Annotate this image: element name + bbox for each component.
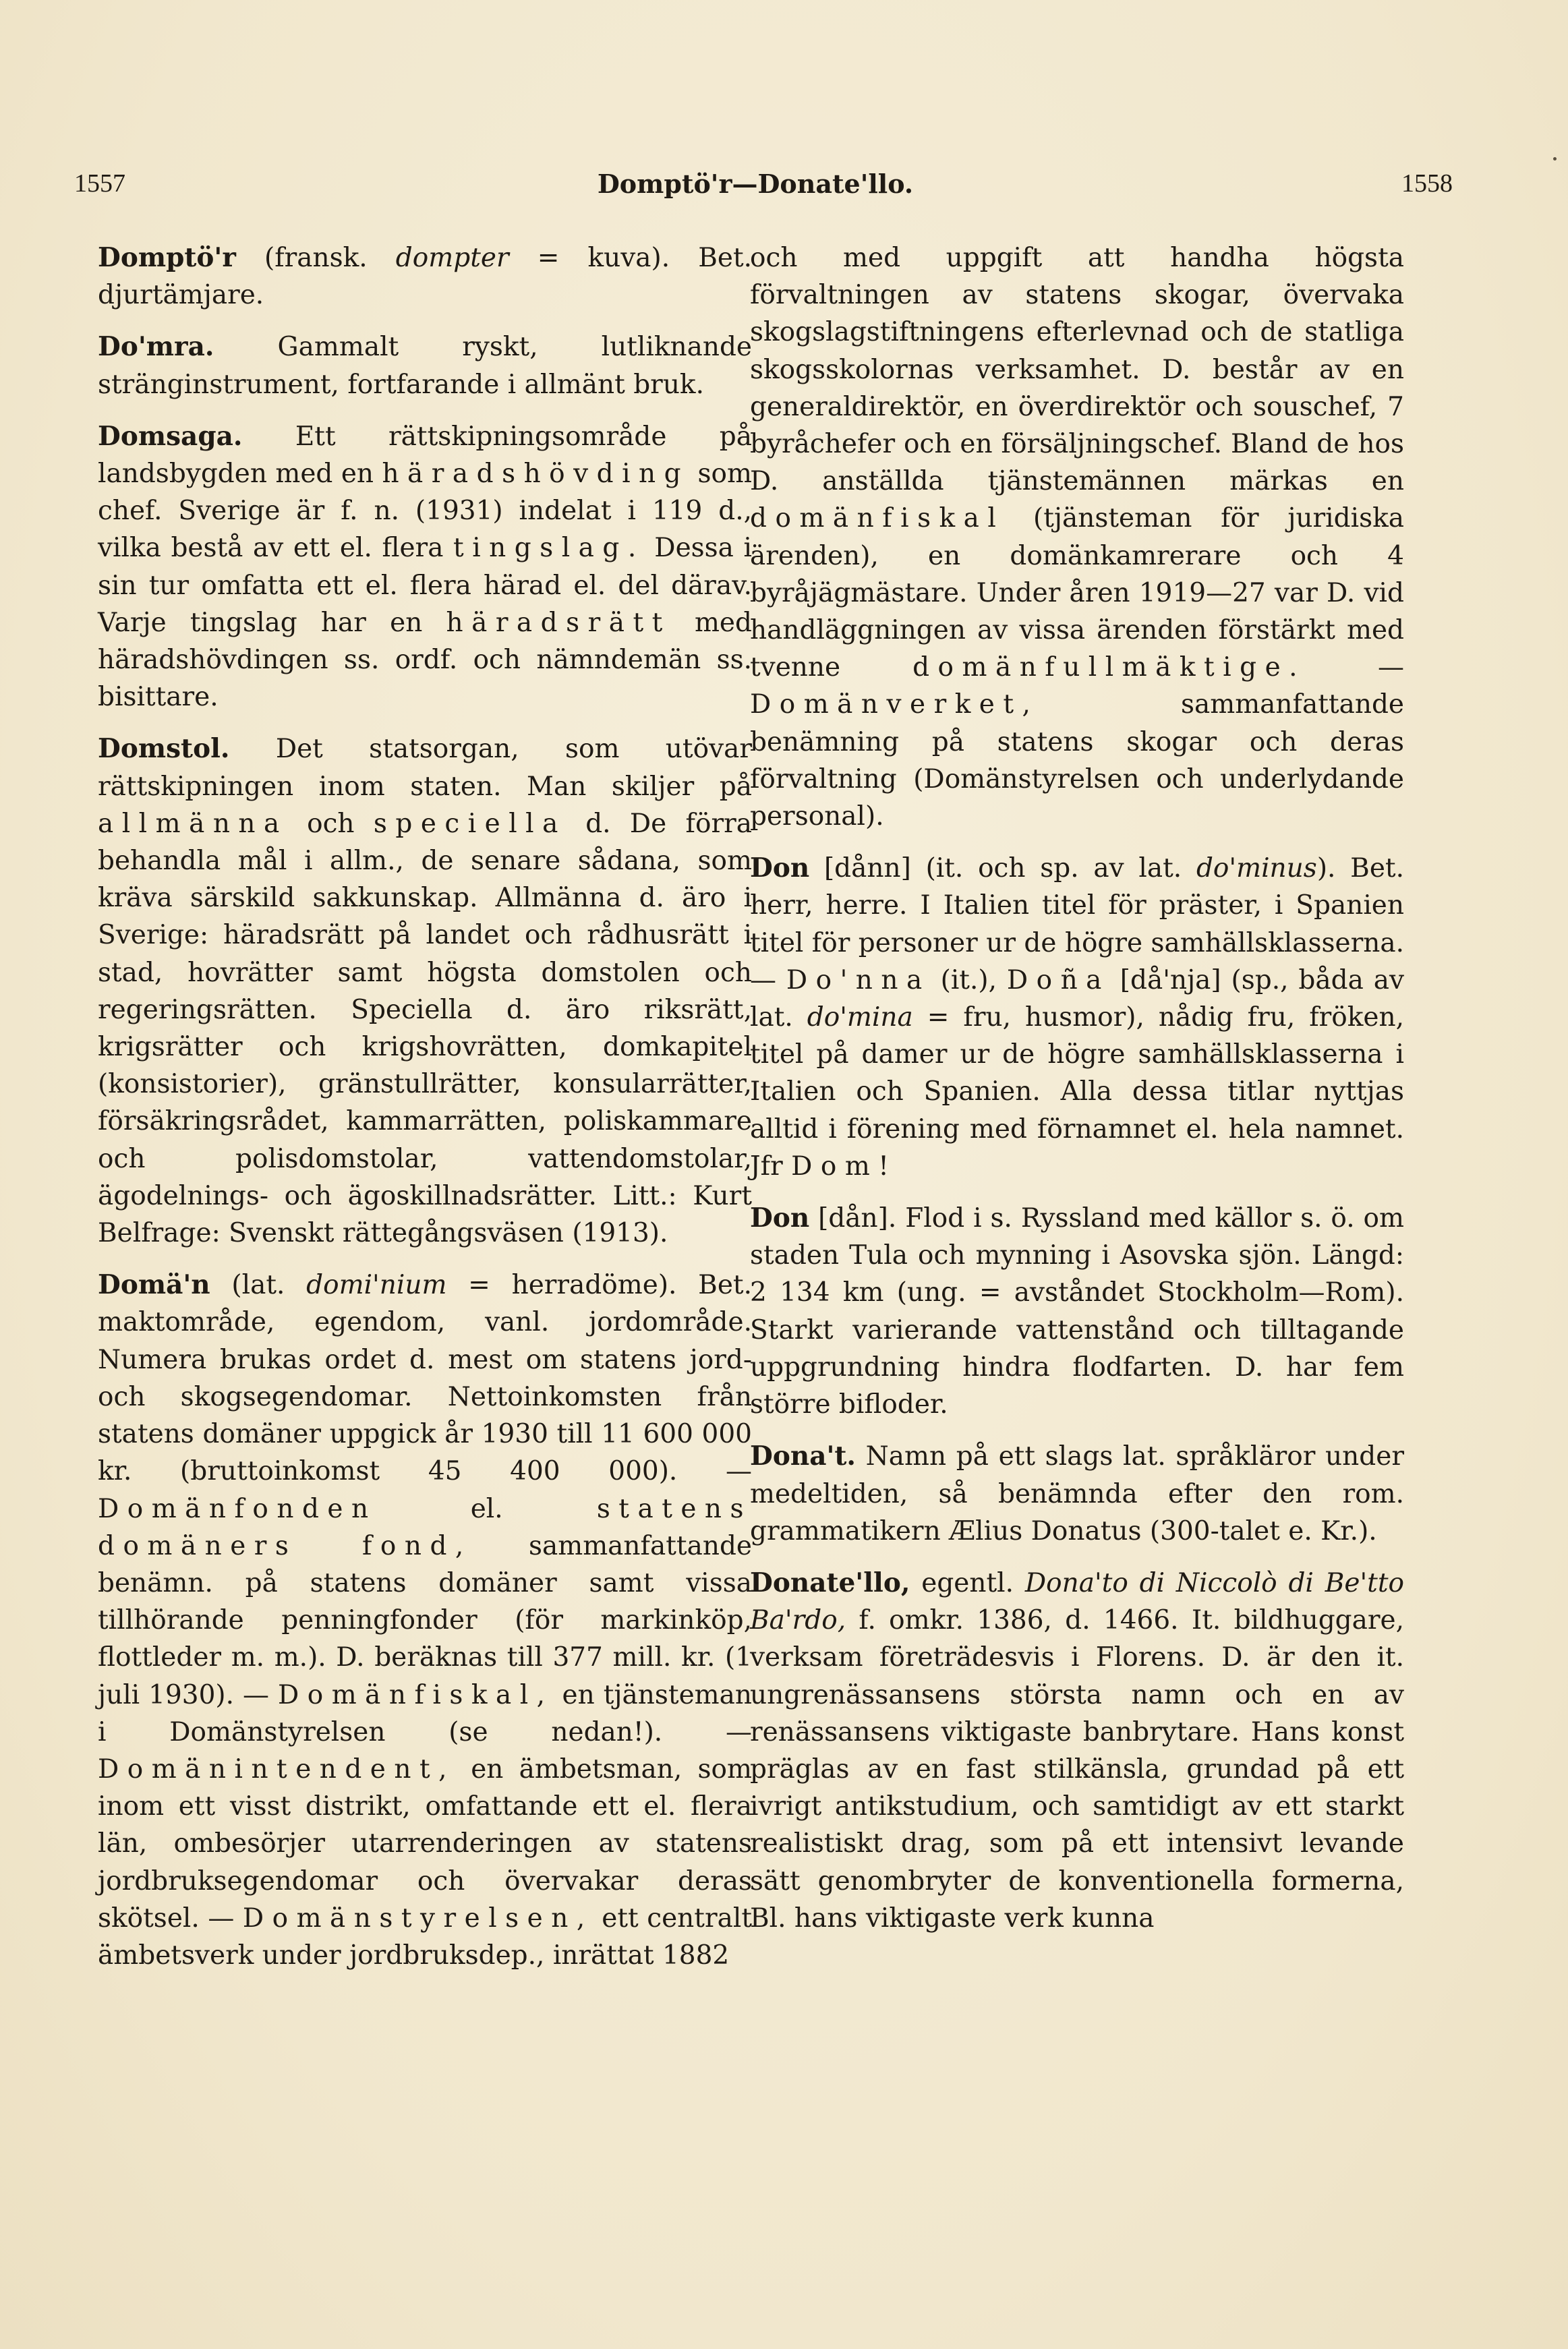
entry-doman-continued: och med uppgift att handha högsta förvaltningen av statens skogar, övervaka skogslagstiftningens efterlevnad och de statliga skogsskolornas verksamhet. D. består av en generaldirektör, en överdirektör och souschef, 7 byråchefer och en försäljningschef. Bland de hos D. anställda tjänstemännen märkas en domänfiskal (tjänsteman för juridiska ärenden), en domänkamrerare och 4 byråjägmästare. Under åren 1919—27 var D. vid handläggningen av vissa ärenden förstärkt med tvenne domänfullmäktige. — Domänverket, sammanfattande benämning på statens skogar och deras förvaltning (Domänstyrelsen och underlydande personal). [750,243,1404,832]
entry-doman: Domä'n (lat. domi'nium = herradöme). Bet. maktområde, egendom, vanl. jordområde. Numera brukas ordet d. mest om statens jord- och skogsegendomar. Nettoinkomsten från statens domäner uppgick år 1930 till 11 600 000 kr. (bruttoinkomst 45 400 000). — Domänfonden el. statens domäners fond, sammanfattande benämn. på statens domäner samt vissa tillhörande penningfonder (för markinköp, flottleder m. m.). D. beräknas till 377 mill. kr. (1 juli 1930). — Domänfiskal, en tjänsteman i Domänstyrelsen (se nedan!). — Domänintendent, en ämbetsman, som inom ett visst distrikt, omfattande ett el. flera län, ombesörjer utarrenderingen av statens jordbruksegendomar och övervakar deras skötsel. — Domänstyrelsen, ett centralt ämbetsverk under jordbruksdep., inrättat 1882 [98,1269,752,1971]
page-number-right: 1558 [1401,169,1453,198]
entry-domptor: Domptö'r (fransk. dompter = kuva). Bet. djurtämjare. [98,242,753,311]
header-title: Domptö'r—Donate'llo. [597,169,914,199]
entry-don-river: Don [dån]. Flod i s. Ryssland med källor s. ö. om staden Tula och mynning i Asovska sjön. Längd: 2 134 km (ung. = avståndet Stockholm—Rom). Starkt varierande vattenstånd och tilltagande uppgrundning hindra flodfarten. D. har fem större bifloder. [750,1202,1404,1420]
running-header [74,169,1453,216]
entry-donatello: Donate'llo, egentl. Dona'to di Niccolò di Be'tto Ba'rdo, f. omkr. 1386, d. 1466. It. bildhuggare, verksam företrädesvis i Florens. D. är den it. ungrenässansens största namn och en av renässansens viktigaste banbrytare. Hans konst präglas av en fast stilkänsla, grundad på ett ivrigt antikstudium, och samtidigt av ett starkt realistiskt drag, som på ett intensivt levande sätt genombryter de konventionella formerna, Bl. hans viktigaste verk kunna [750,1567,1404,1934]
entry-domsaga: Domsaga. Ett rättskipningsområde på landsbygden med en häradshövding som chef. Sverige är f. n. (1931) indelat i 119 d., vilka bestå av ett el. flera tingslag. Dessa i sin tur omfatta ett el. flera härad el. del därav. Varje tingslag har en häradsrätt med häradshövdingen ss. ordf. och nämndemän ss. bisittare. [98,420,752,713]
left-column [98,239,752,1989]
entry-domra: Do'mra. Gammalt ryskt, lutliknande stränginstrument, fortfarande i allmänt bruk. [98,331,752,400]
right-column [750,239,1404,1952]
entry-donat: Dona't. Namn på ett slags lat. språkläror under medeltiden, så benämnda efter den rom. grammatikern Ælius Donatus (300-talet e. Kr.). [750,1441,1404,1546]
page-number-left: 1557 [74,169,125,198]
entry-domstol: Domstol. Det statsorgan, som utövar rättskipningen inom staten. Man skiljer på allmänna och speciella d. De förra behandla mål i allm., de senare sådana, som kräva särskild sakkunskap. Allmänna d. äro i Sverige: häradsrätt på landet och rådhusrätt i stad, hovrätter samt högsta domstolen och regeringsrätten. Speciella d. äro riksrätt, krigsrätter och krigshovrätten, domkapitel (konsistorier), gränstullrätter, konsularrätter, försäkringsrådet, kammarrätten, poliskammare och polisdomstolar, vattendomstolar, ägodelnings- och ägoskillnadsrätter. Litt.: Kurt Belfrage: Svenskt rättegångsväsen (1913). [98,733,753,1249]
entry-don-title: Don [dånn] (it. och sp. av lat. do'minus). Bet. herr, herre. I Italien titel för präster, i Spanien titel för personer ur de högre samhällsklasserna. — Do'nna (it.), Doña [då'nja] (sp., båda av lat. do'mina = fru, husmor), nådig fru, fröken, titel på damer ur de högre samhällsklasserna i Italien och Spanien. Alla dessa titlar nyttjas alltid i förening med förnamnet el. hela namnet. Jfr Dom! [750,852,1404,1182]
paper-speck [1553,157,1557,161]
